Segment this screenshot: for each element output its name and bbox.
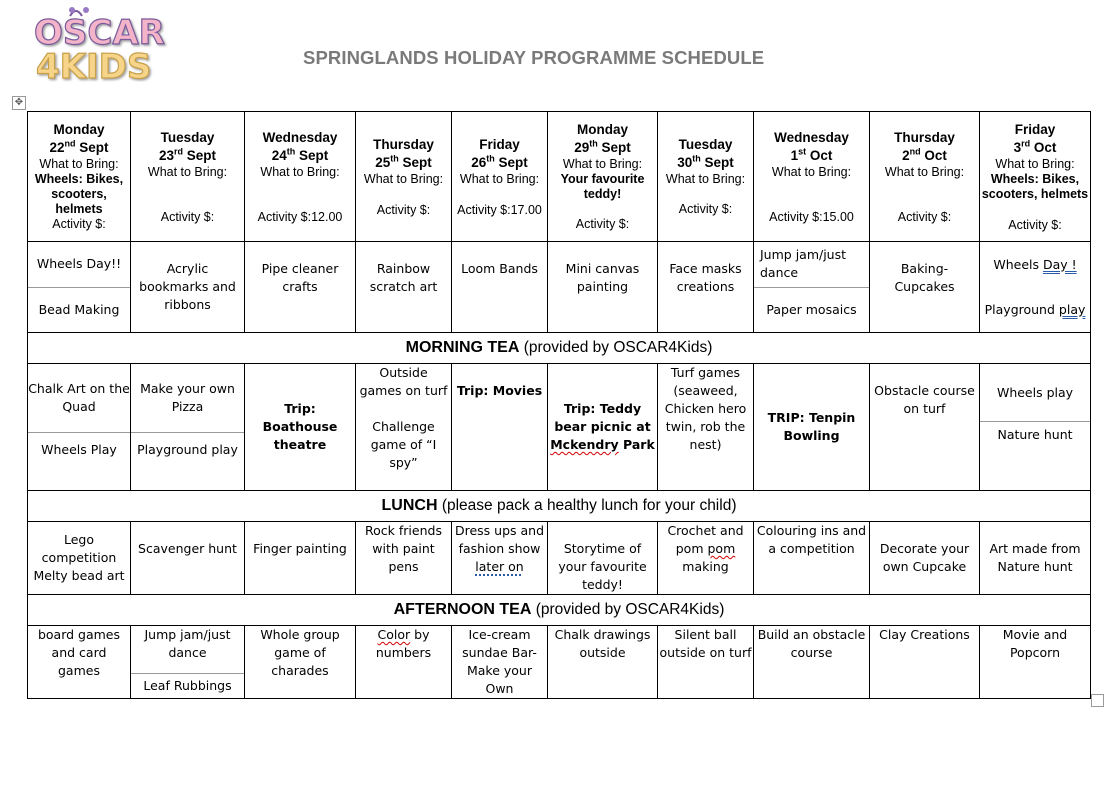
day-header: Tuesday 23rd Sept What to Bring: Activity $: — [131, 112, 245, 242]
activity-cell: Scavenger hunt — [131, 522, 245, 595]
activity-cell: Turf games (seaweed, Chicken hero twin, rob the nest) — [658, 364, 754, 491]
header-row — [28, 112, 1091, 242]
lunch-banner: LUNCH (please pack a healthy lunch for your child) — [28, 491, 1091, 522]
mid-activity-row — [28, 364, 1091, 491]
activity-cell: Make your own Pizza Playground play — [131, 364, 245, 491]
morning-tea-banner: MORNING TEA (provided by OSCAR4Kids) — [28, 333, 1091, 364]
activity-cell: Silent ball outside on turf — [658, 626, 754, 699]
day-header: Wednesday 1st Oct What to Bring: Activity $:15.00 — [754, 112, 870, 242]
activity-cell: Mini canvas painting — [548, 242, 658, 333]
afternoon-activity-row — [28, 522, 1091, 595]
activity-cell: Art made from Nature hunt — [980, 522, 1091, 595]
day-header: Monday 22nd Sept What to Bring: Wheels: Bikes, scooters, helmets Activity $: — [28, 112, 131, 242]
svg-text:OSCAR: OSCAR — [34, 13, 165, 53]
lunch-row — [28, 491, 1091, 522]
day-header: Thursday 2nd Oct What to Bring: Activity $: — [870, 112, 980, 242]
activity-cell: Finger painting — [245, 522, 356, 595]
page-title: SPRINGLANDS HOLIDAY PROGRAMME SCHEDULE — [303, 47, 765, 68]
day-header: Friday 26th Sept What to Bring: Activity $:17.00 — [452, 112, 548, 242]
activity-cell: Lego competition Melty bead art — [28, 522, 131, 595]
activity-cell: Chalk drawings outside — [548, 626, 658, 699]
activity-cell: Jump jam/just dance Paper mosaics — [754, 242, 870, 333]
activity-cell: Wheels Day ! Playground play — [980, 242, 1091, 333]
activity-cell: Acrylic bookmarks and ribbons — [131, 242, 245, 333]
activity-cell: Trip: Boathouse theatre — [245, 364, 356, 491]
schedule-table — [27, 111, 1091, 699]
activity-cell: Decorate your own Cupcake — [870, 522, 980, 595]
activity-cell: Face masks creations — [658, 242, 754, 333]
activity-cell: Wheels play Nature hunt — [980, 364, 1091, 491]
activity-cell: board games and card games — [28, 626, 131, 699]
activity-cell: Jump jam/just dance Leaf Rubbings — [131, 626, 245, 699]
activity-cell: Trip: Teddy bear picnic at Mckendry Park — [548, 364, 658, 491]
late-activity-row — [28, 626, 1091, 699]
day-header: Friday 3rd Oct What to Bring: Wheels: Bikes, scooters, helmets Activity $: — [980, 112, 1091, 242]
activity-cell: Rock friends with paint pens — [356, 522, 452, 595]
table-resize-handle[interactable] — [1091, 694, 1104, 707]
activity-cell: Movie and Popcorn — [980, 626, 1091, 699]
day-header: Wednesday 24th Sept What to Bring: Activity $:12.00 — [245, 112, 356, 242]
activity-cell: Obstacle course on turf — [870, 364, 980, 491]
activity-cell: Colouring ins and a competition — [754, 522, 870, 595]
activity-cell: Trip: Movies — [452, 364, 548, 491]
activity-cell: Build an obstacle course — [754, 626, 870, 699]
activity-cell: TRIP: Tenpin Bowling — [754, 364, 870, 491]
morning-tea-row — [28, 333, 1091, 364]
activity-cell: Wheels Day!! Bead Making — [28, 242, 131, 333]
day-header: Thursday 25th Sept What to Bring: Activity $: — [356, 112, 452, 242]
early-activity-row — [28, 242, 1091, 333]
day-header: Monday 29th Sept What to Bring: Your favourite teddy! Activity $: — [548, 112, 658, 242]
activity-cell: Ice-cream sundae Bar- Make your Own — [452, 626, 548, 699]
activity-cell: Dress ups and fashion show later on — [452, 522, 548, 595]
activity-cell: Color by numbers — [356, 626, 452, 699]
activity-cell: Whole group game of charades — [245, 626, 356, 699]
afternoon-tea-row — [28, 595, 1091, 626]
activity-cell: Rainbow scratch art — [356, 242, 452, 333]
activity-cell: Outside games on turf Challenge game of “I spy” — [356, 364, 452, 491]
activity-cell: Crochet and pom pom making — [658, 522, 754, 595]
activity-cell: Pipe cleaner crafts — [245, 242, 356, 333]
activity-cell: Chalk Art on the Quad Wheels Play — [28, 364, 131, 491]
activity-cell: Baking-Cupcakes — [870, 242, 980, 333]
activity-cell: Storytime of your favourite teddy! — [548, 522, 658, 595]
activity-cell: Loom Bands — [452, 242, 548, 333]
svg-text:4KIDS: 4KIDS — [36, 47, 152, 82]
table-move-handle[interactable]: ✥ — [12, 96, 26, 110]
activity-cell: Clay Creations — [870, 626, 980, 699]
oscar4kids-logo — [30, 4, 170, 82]
day-header: Tuesday 30th Sept What to Bring: Activity $: — [658, 112, 754, 242]
afternoon-tea-banner: AFTERNOON TEA (provided by OSCAR4Kids) — [28, 595, 1091, 626]
